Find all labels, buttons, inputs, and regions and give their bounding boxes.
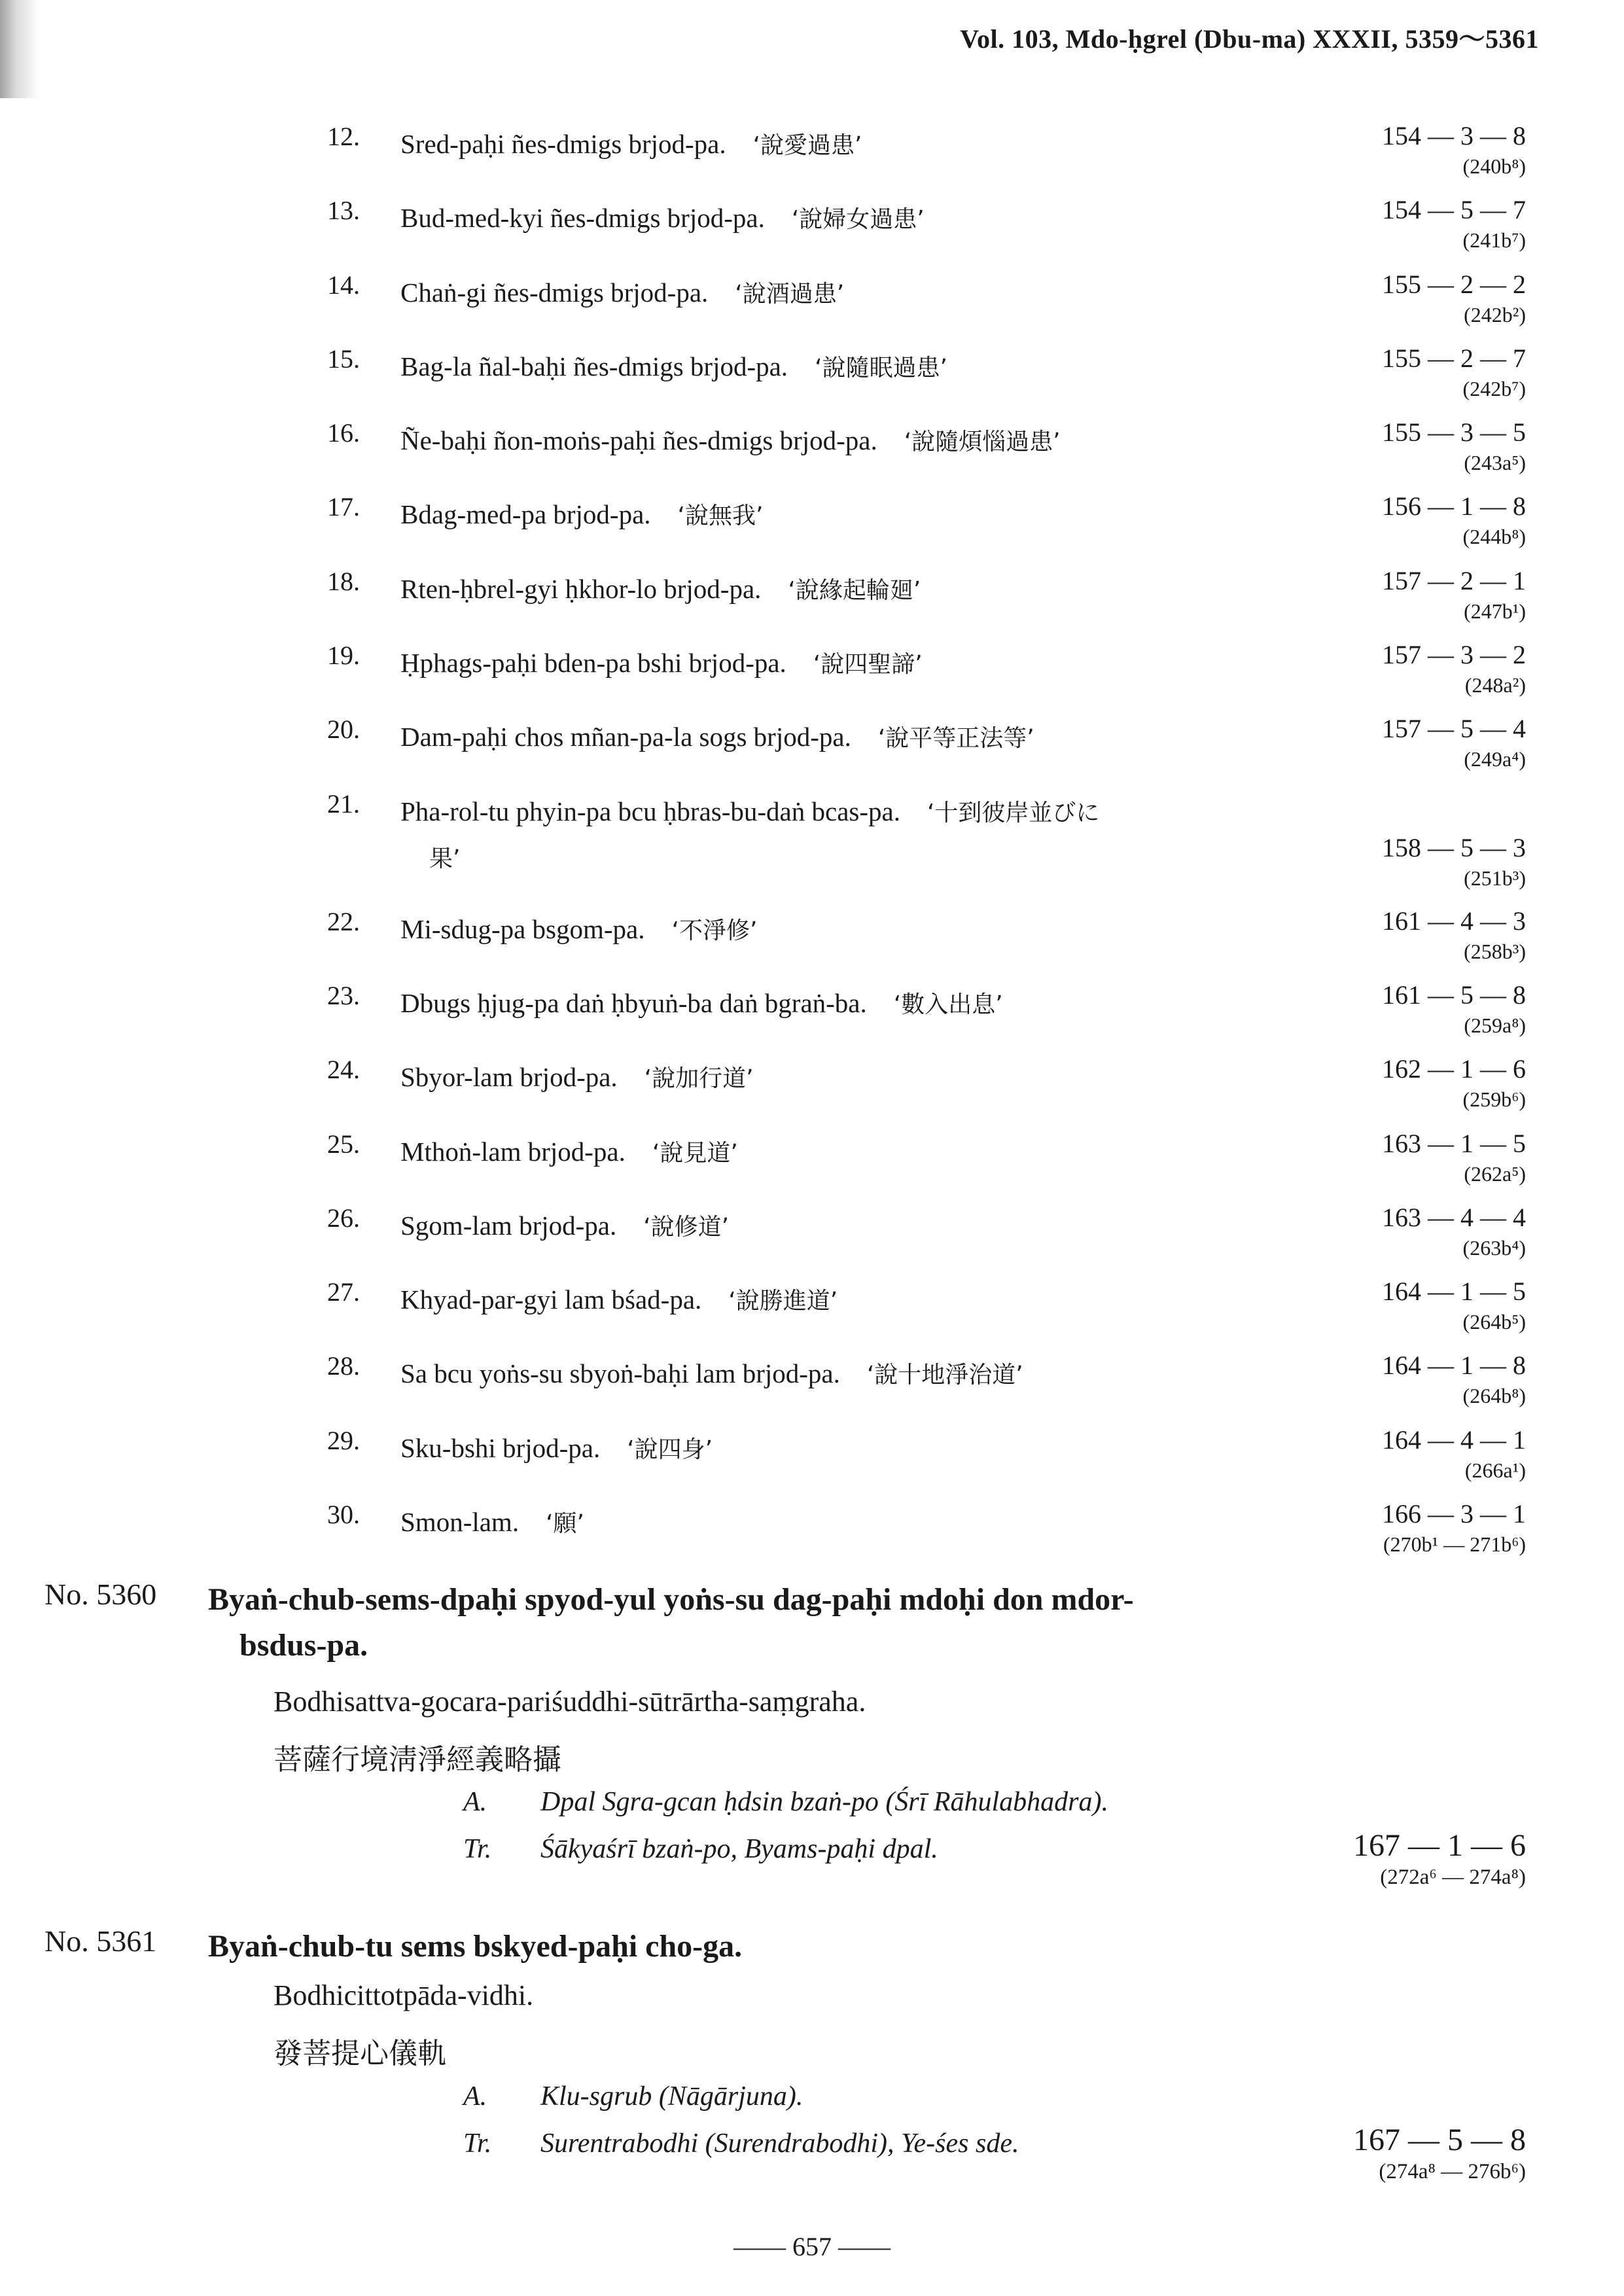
entry-row xyxy=(0,1054,1624,1128)
entry-title xyxy=(400,417,1316,465)
entry-title xyxy=(400,906,1316,954)
entry-title xyxy=(400,640,1316,688)
location-number: 167 — 5 — 8 xyxy=(1353,2123,1526,2157)
entry-row xyxy=(0,344,1624,417)
tibetan-title: Bud-med-kyi ñes-dmigs brjod-pa. xyxy=(400,203,765,234)
folio-ref: (264b⁵) xyxy=(1462,1310,1526,1334)
section-title xyxy=(208,1577,1320,1669)
tibetan-title: Sa bcu yoṅs-su sbyoṅ-baḥi lam brjod-pa. xyxy=(400,1358,840,1389)
entry-row xyxy=(0,1129,1624,1203)
location-ref xyxy=(1382,1277,1526,1337)
folio-ref: (266a¹) xyxy=(1464,1458,1526,1482)
folio-ref: (263b⁴) xyxy=(1462,1235,1526,1260)
section-number: No. 5361 xyxy=(44,1924,157,1958)
location-ref xyxy=(1382,491,1526,552)
entry-number: 16. xyxy=(327,418,360,448)
folio-ref: (259a⁸) xyxy=(1464,1013,1526,1037)
location-number: 155 — 2 — 2 xyxy=(1382,269,1526,299)
location-ref xyxy=(1382,714,1526,774)
location-number: 162 — 1 — 6 xyxy=(1382,1054,1526,1084)
translator-label: Tr. xyxy=(463,2128,492,2159)
location-ref xyxy=(1353,1828,1526,1891)
section-title-continuation: bsdus-pa. xyxy=(239,1628,368,1663)
location-ref xyxy=(1382,566,1526,626)
location-ref xyxy=(1382,121,1526,181)
chinese-title: 菩薩行境淸淨經義略攝 xyxy=(274,1743,561,1776)
chinese-title: ‘十到彼岸並びに xyxy=(927,799,1100,826)
entry-number: 21. xyxy=(327,788,360,819)
location-ref xyxy=(1382,640,1526,700)
author-label: A. xyxy=(463,1787,487,1817)
sanskrit-title: Bodhicittotpāda-vidhi. xyxy=(274,1979,534,2011)
folio-ref: (248a²) xyxy=(1464,673,1526,698)
folio-ref: (244b⁸) xyxy=(1462,525,1526,549)
tibetan-title: Rten-ḥbrel-gyi ḥkhor-lo brjod-pa. xyxy=(400,573,762,604)
chinese-title-continuation: 果’ xyxy=(429,845,461,872)
entry-row xyxy=(0,906,1624,980)
entry-row xyxy=(0,491,1624,565)
location-ref xyxy=(1382,1054,1526,1114)
entry-title xyxy=(400,980,1316,1028)
entry-row xyxy=(0,1203,1624,1277)
entry-title xyxy=(400,1351,1316,1398)
entry-row xyxy=(0,195,1624,269)
entry-number: 23. xyxy=(327,980,360,1010)
entry-title xyxy=(400,788,1316,882)
page-number: —— 657 —— xyxy=(733,2232,891,2261)
location-ref xyxy=(1382,980,1526,1040)
location-number: 164 — 1 — 5 xyxy=(1382,1277,1526,1307)
sanskrit-title: Bodhisattva-gocara-pariśuddhi-sūtrārtha-saṃgraha. xyxy=(274,1686,866,1718)
location-ref xyxy=(1382,1499,1526,1559)
location-number: 156 — 1 — 8 xyxy=(1382,491,1526,521)
section-number: No. 5360 xyxy=(44,1578,157,1611)
chinese-title: ‘說修道’ xyxy=(643,1213,730,1241)
tibetan-title: Smon-lam. xyxy=(400,1507,520,1538)
folio-ref: (274a⁸ — 276b⁶) xyxy=(1379,2160,1526,2183)
tibetan-title: Chaṅ-gi ñes-dmigs brjod-pa. xyxy=(400,277,709,308)
location-number: 157 — 3 — 2 xyxy=(1382,640,1526,670)
tibetan-title: Mi-sdug-pa bsgom-pa. xyxy=(400,913,645,944)
entry-row xyxy=(0,1277,1624,1351)
tibetan-title: Ḥphags-paḥi bden-pa bshi brjod-pa. xyxy=(400,648,786,679)
tibetan-title: Bag-la ñal-baḥi ñes-dmigs brjod-pa. xyxy=(400,351,788,381)
entry-number: 25. xyxy=(327,1129,360,1159)
tibetan-title: Sku-bshi brjod-pa. xyxy=(400,1432,601,1463)
location-number: 155 — 3 — 5 xyxy=(1382,417,1526,448)
chinese-title: ‘不淨修’ xyxy=(671,917,758,944)
entry-number: 17. xyxy=(327,492,360,522)
chinese-title: ‘說婦女過患’ xyxy=(791,206,925,234)
entry-row xyxy=(0,1499,1624,1573)
entry-title xyxy=(400,491,1316,539)
chinese-title: ‘說勝進道’ xyxy=(728,1288,838,1315)
entry-row xyxy=(0,121,1624,195)
location-ref xyxy=(1382,417,1526,478)
entry-number: 28. xyxy=(327,1351,360,1381)
folio-ref: (242b²) xyxy=(1464,302,1526,327)
folio-ref: (264b⁸) xyxy=(1462,1384,1526,1408)
chinese-title: ‘說十地淨治道’ xyxy=(866,1362,1023,1389)
location-ref xyxy=(1382,1425,1526,1485)
entry-number: 15. xyxy=(327,344,360,374)
location-number: 166 — 3 — 1 xyxy=(1382,1499,1526,1529)
chinese-title: ‘說見道’ xyxy=(652,1139,738,1167)
entry-row xyxy=(0,1425,1624,1499)
folio-ref: (249a⁴) xyxy=(1464,747,1526,771)
folio-ref: (251b³) xyxy=(1464,866,1526,890)
entry-row xyxy=(0,1351,1624,1424)
chinese-title: ‘說隨煩惱過患’ xyxy=(904,429,1061,456)
section-title-line: Byaṅ-chub-tu sems bskyed-paḥi cho-ga. xyxy=(208,1929,743,1964)
location-number: 161 — 5 — 8 xyxy=(1382,980,1526,1010)
entry-title xyxy=(400,344,1316,391)
folio-ref: (258b³) xyxy=(1464,939,1526,963)
entry-row xyxy=(0,980,1624,1054)
location-ref xyxy=(1382,833,1526,893)
location-number: 157 — 5 — 4 xyxy=(1382,714,1526,744)
entry-row xyxy=(0,417,1624,491)
tibetan-title: Sgom-lam brjod-pa. xyxy=(400,1210,617,1241)
entry-title xyxy=(400,1277,1316,1324)
tibetan-title: Sbyor-lam brjod-pa. xyxy=(400,1062,618,1093)
translator-label: Tr. xyxy=(463,1834,492,1864)
location-number: 164 — 1 — 8 xyxy=(1382,1351,1526,1381)
entry-title xyxy=(400,1054,1316,1102)
author-label: A. xyxy=(463,2081,487,2111)
location-number: 163 — 1 — 5 xyxy=(1382,1128,1526,1158)
location-number: 158 — 5 — 3 xyxy=(1382,832,1526,862)
entry-title xyxy=(400,714,1316,762)
location-ref xyxy=(1382,906,1526,966)
entry-title xyxy=(400,1499,1316,1547)
chinese-title: ‘說四聖諦’ xyxy=(813,651,923,679)
tibetan-title: Ñe-baḥi ñon-moṅs-paḥi ñes-dmigs brjod-pa. xyxy=(400,425,877,456)
location-number: 157 — 2 — 1 xyxy=(1382,565,1526,595)
location-ref xyxy=(1382,1129,1526,1189)
location-number: 154 — 5 — 7 xyxy=(1382,195,1526,225)
entry-title xyxy=(400,1203,1316,1250)
entry-number: 12. xyxy=(327,122,360,151)
chinese-title: ‘說四身’ xyxy=(627,1436,713,1463)
location-number: 155 — 2 — 7 xyxy=(1382,343,1526,373)
section-title-line: Byaṅ-chub-sems-dpaḥi spyod-yul yoṅs-su dag-paḥi mdoḥi don mdor- xyxy=(208,1582,1134,1617)
entry-title xyxy=(400,195,1316,243)
entry-row xyxy=(0,270,1624,344)
entry-number: 20. xyxy=(327,715,360,745)
folio-ref: (262a⁵) xyxy=(1464,1161,1526,1186)
folio-ref: (243a⁵) xyxy=(1464,451,1526,475)
chinese-title: ‘願’ xyxy=(546,1510,584,1538)
folio-ref: (240b⁸) xyxy=(1462,154,1526,178)
entry-title xyxy=(400,1425,1316,1473)
folio-ref: (241b⁷) xyxy=(1462,228,1526,253)
tibetan-title: Dam-paḥi chos mñan-pa-la sogs brjod-pa. xyxy=(400,722,851,752)
location-number: 163 — 4 — 4 xyxy=(1382,1202,1526,1232)
entry-number: 29. xyxy=(327,1425,360,1455)
location-ref xyxy=(1382,270,1526,330)
chinese-title: ‘說緣起輪廻’ xyxy=(788,576,921,604)
entry-list xyxy=(0,121,1624,1573)
entry-row xyxy=(0,788,1624,906)
entry-row xyxy=(0,714,1624,788)
tibetan-title: Dbugs ḥjug-pa daṅ ḥbyuṅ-ba daṅ bgraṅ-ba. xyxy=(400,987,867,1018)
entry-number: 13. xyxy=(327,196,360,226)
entry-row xyxy=(0,566,1624,640)
chinese-title: ‘數入出息’ xyxy=(893,991,1003,1018)
location-number: 154 — 3 — 8 xyxy=(1382,121,1526,150)
chinese-title: 發菩提心儀軌 xyxy=(274,2037,446,2070)
tibetan-title: Sred-paḥi ñes-dmigs brjod-pa. xyxy=(400,129,726,159)
chinese-title: ‘說隨眠過患’ xyxy=(815,354,947,381)
tibetan-title: Mthoṅ-lam brjod-pa. xyxy=(400,1136,626,1167)
entry-number: 22. xyxy=(327,906,360,936)
folio-ref: (247b¹) xyxy=(1464,599,1526,623)
entry-number: 18. xyxy=(327,566,360,596)
folio-ref: (270b¹ — 271b⁶) xyxy=(1383,1532,1526,1557)
folio-ref: (272a⁶ — 274a⁸) xyxy=(1380,1865,1526,1889)
location-number: 161 — 4 — 3 xyxy=(1382,906,1526,936)
entry-title xyxy=(400,270,1316,317)
running-header: Vol. 103, Mdo-ḥgrel (Dbu-ma) XXXII, 5359〜5361 xyxy=(960,24,1539,54)
author-name: Klu-sgrub (Nāgārjuna). xyxy=(540,2081,803,2111)
entry-number: 30. xyxy=(327,1500,360,1530)
entry-number: 24. xyxy=(327,1055,360,1085)
chinese-title: ‘說酒過患’ xyxy=(735,280,845,308)
entry-number: 19. xyxy=(327,641,360,671)
translator-name: Śākyaśrī bzaṅ-po, Byams-paḥi dpal. xyxy=(540,1834,938,1864)
chinese-title: ‘說平等正法等’ xyxy=(877,725,1034,752)
location-number: 164 — 4 — 1 xyxy=(1382,1424,1526,1455)
tibetan-title: Pha-rol-tu phyin-pa bcu ḥbras-bu-daṅ bcas-pa. xyxy=(400,796,900,826)
location-number: 167 — 1 — 6 xyxy=(1353,1828,1526,1863)
entry-title xyxy=(400,121,1316,169)
entry-number: 14. xyxy=(327,270,360,300)
chinese-title: ‘說加行道’ xyxy=(644,1065,754,1093)
location-ref xyxy=(1382,195,1526,255)
scan-edge-mark xyxy=(0,0,39,98)
location-ref xyxy=(1353,2123,1526,2185)
entry-number: 27. xyxy=(327,1277,360,1307)
translator-name: Surentrabodhi (Surendrabodhi), Ye-śes sde. xyxy=(540,2128,1019,2159)
chinese-title: ‘說愛過患’ xyxy=(752,132,862,159)
folio-ref: (242b⁷) xyxy=(1462,376,1526,400)
location-ref xyxy=(1382,1203,1526,1263)
entry-title xyxy=(400,566,1316,614)
location-ref xyxy=(1382,344,1526,404)
folio-ref: (259b⁶) xyxy=(1462,1087,1526,1112)
tibetan-title: Khyad-par-gyi lam bśad-pa. xyxy=(400,1284,702,1315)
chinese-title: ‘說無我’ xyxy=(677,503,764,530)
author-name: Dpal Sgra-gcan ḥdsin bzaṅ-po (Śrī Rāhulabhadra). xyxy=(540,1787,1108,1817)
tibetan-title: Bdag-med-pa brjod-pa. xyxy=(400,499,651,530)
entry-row xyxy=(0,640,1624,714)
entry-number: 26. xyxy=(327,1203,360,1233)
location-ref xyxy=(1382,1351,1526,1411)
section-title xyxy=(208,1924,1320,1969)
entry-title xyxy=(400,1129,1316,1176)
